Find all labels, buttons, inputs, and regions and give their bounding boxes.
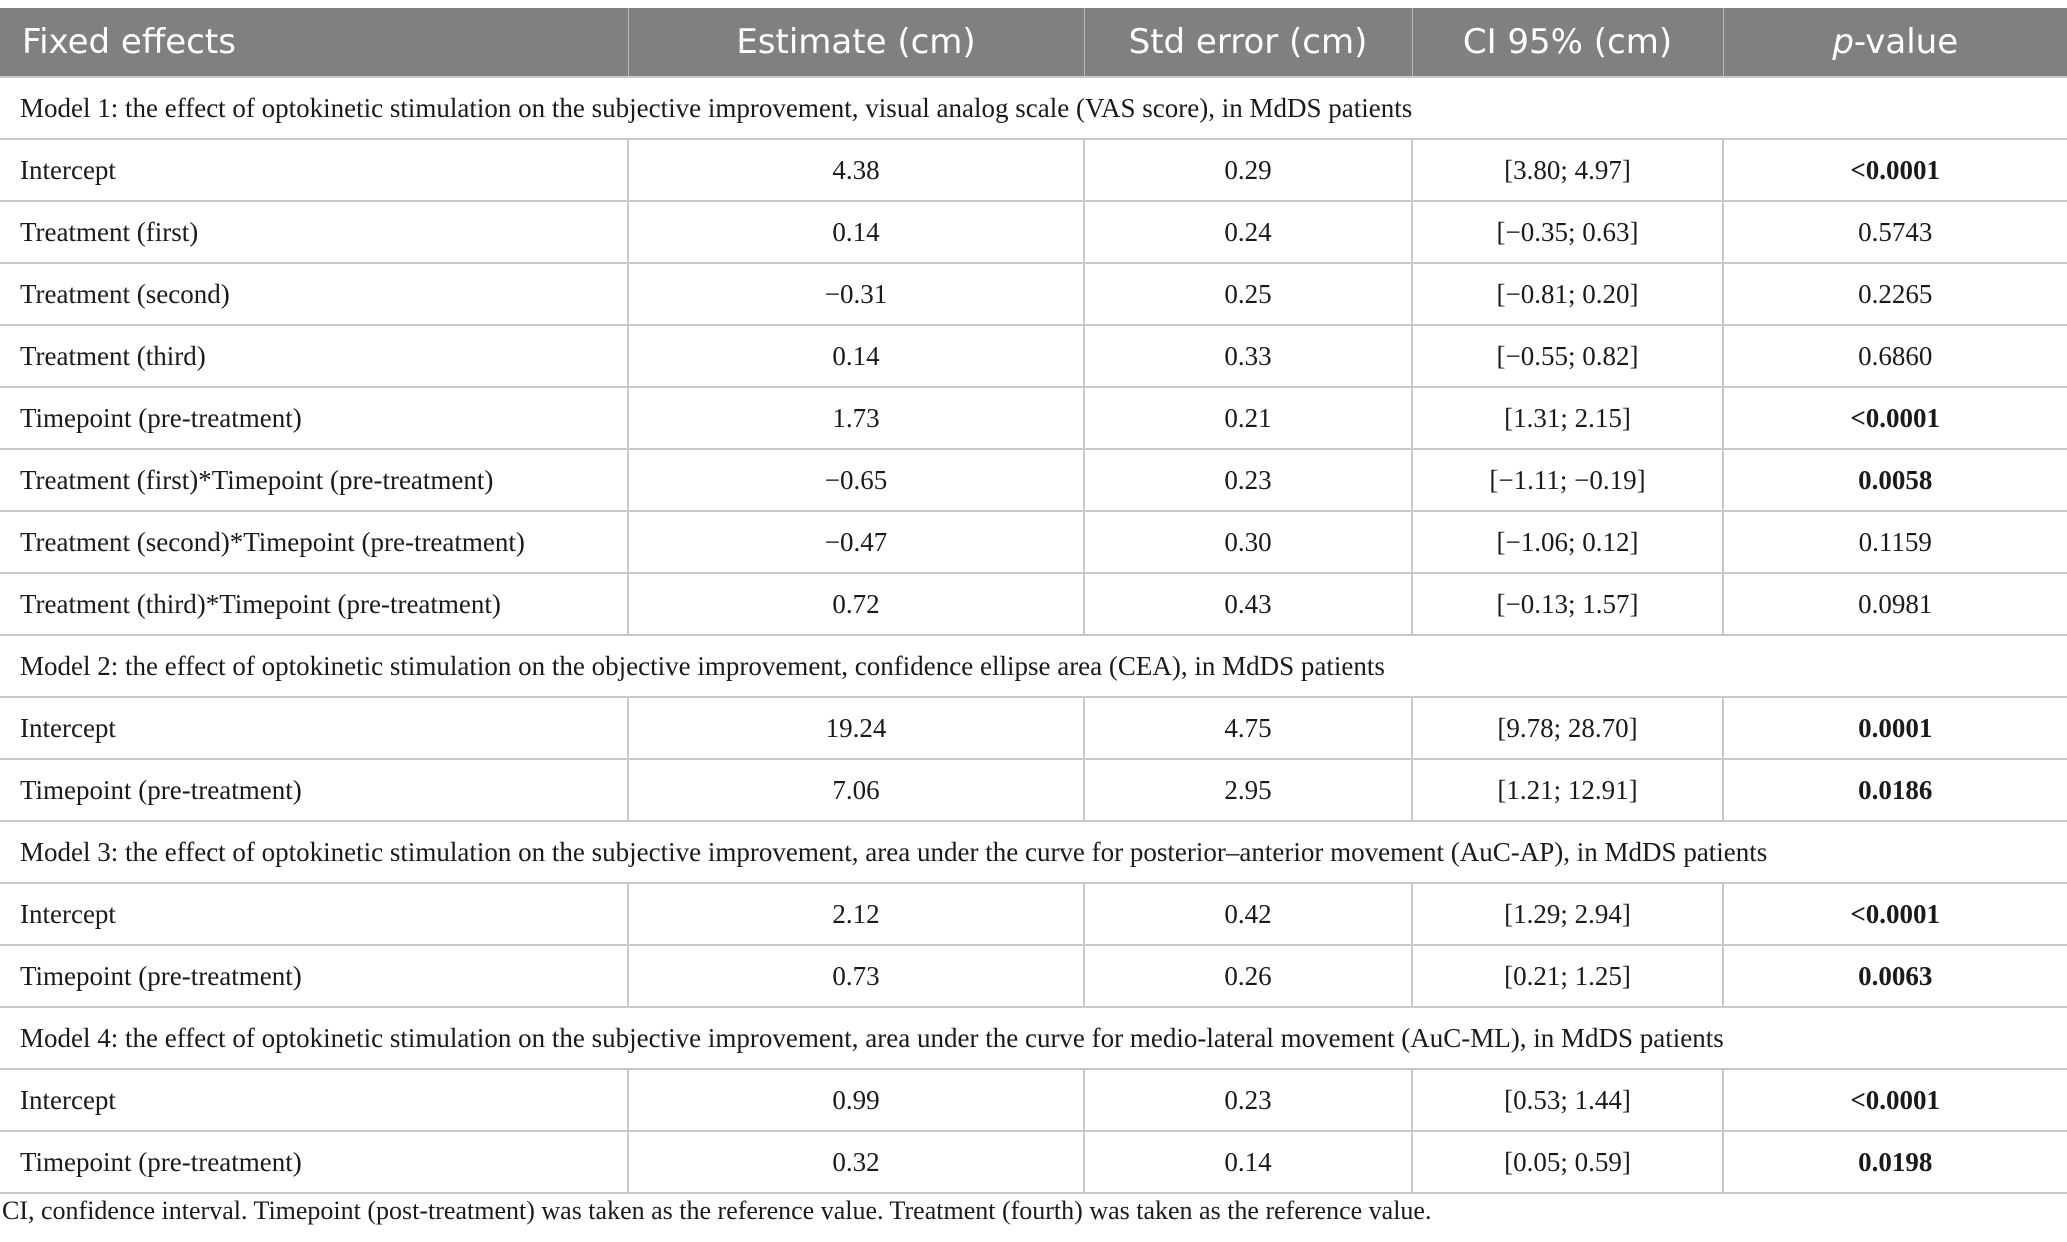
- ci-cell: [−0.55; 0.82]: [1412, 325, 1723, 387]
- std-error-cell: 0.42: [1084, 883, 1412, 945]
- table-row: [0, 759, 2067, 821]
- std-error-cell: 2.95: [1084, 759, 1412, 821]
- p-value-cell: <0.0001: [1723, 883, 2067, 945]
- table-row: [0, 573, 2067, 635]
- model-title: Model 3: the effect of optokinetic stimulation on the subjective improvement, area under the curve for posterior–anterior movement (AuC-AP), in MdDS patients: [0, 821, 2067, 883]
- std-error-cell: 0.30: [1084, 511, 1412, 573]
- effect-cell: Timepoint (pre-treatment): [0, 945, 628, 1007]
- effect-cell: Treatment (third): [0, 325, 628, 387]
- model-title-row: [0, 635, 2067, 697]
- std-error-cell: 0.23: [1084, 1069, 1412, 1131]
- estimate-cell: 0.14: [628, 201, 1084, 263]
- p-value-cell: 0.5743: [1723, 201, 2067, 263]
- table-row: [0, 325, 2067, 387]
- fixed-effects-table: [0, 8, 2067, 1194]
- effect-cell: Treatment (third)*Timepoint (pre-treatment): [0, 573, 628, 635]
- model-title-row: [0, 821, 2067, 883]
- ci-cell: [0.05; 0.59]: [1412, 1131, 1723, 1193]
- effect-cell: Intercept: [0, 883, 628, 945]
- std-error-cell: 0.14: [1084, 1131, 1412, 1193]
- estimate-cell: 2.12: [628, 883, 1084, 945]
- ci-cell: [−0.81; 0.20]: [1412, 263, 1723, 325]
- effect-cell: Timepoint (pre-treatment): [0, 387, 628, 449]
- ci-cell: [−0.13; 1.57]: [1412, 573, 1723, 635]
- estimate-cell: 0.73: [628, 945, 1084, 1007]
- std-error-cell: 0.26: [1084, 945, 1412, 1007]
- table-row: [0, 1131, 2067, 1193]
- std-error-cell: 4.75: [1084, 697, 1412, 759]
- estimate-cell: 0.99: [628, 1069, 1084, 1131]
- header-row: [0, 8, 2067, 77]
- p-value-cell: <0.0001: [1723, 387, 2067, 449]
- estimate-cell: 0.32: [628, 1131, 1084, 1193]
- table-body: [0, 77, 2067, 1193]
- effect-cell: Treatment (second)*Timepoint (pre-treatment): [0, 511, 628, 573]
- effect-cell: Timepoint (pre-treatment): [0, 759, 628, 821]
- model-title: Model 4: the effect of optokinetic stimulation on the subjective improvement, area under the curve for medio-lateral movement (AuC-ML), in MdDS patients: [0, 1007, 2067, 1069]
- ci-cell: [0.21; 1.25]: [1412, 945, 1723, 1007]
- ci-cell: [−1.06; 0.12]: [1412, 511, 1723, 573]
- ci-cell: [3.80; 4.97]: [1412, 139, 1723, 201]
- estimate-cell: 4.38: [628, 139, 1084, 201]
- p-value-cell: 0.0186: [1723, 759, 2067, 821]
- model-title-row: [0, 77, 2067, 139]
- table-row: [0, 511, 2067, 573]
- ci-cell: [−1.11; −0.19]: [1412, 449, 1723, 511]
- std-error-cell: 0.24: [1084, 201, 1412, 263]
- effect-cell: Intercept: [0, 697, 628, 759]
- p-value-cell: <0.0001: [1723, 139, 2067, 201]
- p-value-cell: <0.0001: [1723, 1069, 2067, 1131]
- model-title-row: [0, 1007, 2067, 1069]
- p-value-cell: 0.0001: [1723, 697, 2067, 759]
- model-title: Model 2: the effect of optokinetic stimulation on the objective improvement, confidence ellipse area (CEA), in MdDS patients: [0, 635, 2067, 697]
- std-error-cell: 0.21: [1084, 387, 1412, 449]
- estimate-cell: −0.47: [628, 511, 1084, 573]
- effect-cell: Timepoint (pre-treatment): [0, 1131, 628, 1193]
- table-row: [0, 201, 2067, 263]
- p-value-cell: 0.0981: [1723, 573, 2067, 635]
- table-row: [0, 449, 2067, 511]
- std-error-cell: 0.33: [1084, 325, 1412, 387]
- estimate-cell: 1.73: [628, 387, 1084, 449]
- ci-cell: [1.29; 2.94]: [1412, 883, 1723, 945]
- header-std-error: Std error (cm): [1084, 8, 1412, 77]
- header-p-value: [1723, 8, 2067, 77]
- header-p-italic: p: [1832, 22, 1854, 62]
- std-error-cell: 0.23: [1084, 449, 1412, 511]
- header-p-rest: -value: [1853, 22, 1959, 62]
- ci-cell: [1.31; 2.15]: [1412, 387, 1723, 449]
- p-value-cell: 0.1159: [1723, 511, 2067, 573]
- model-title: Model 1: the effect of optokinetic stimulation on the subjective improvement, visual analog scale (VAS score), in MdDS patients: [0, 77, 2067, 139]
- estimate-cell: 19.24: [628, 697, 1084, 759]
- p-value-cell: 0.6860: [1723, 325, 2067, 387]
- effect-cell: Treatment (second): [0, 263, 628, 325]
- estimate-cell: 0.72: [628, 573, 1084, 635]
- table-row: [0, 387, 2067, 449]
- table-row: [0, 945, 2067, 1007]
- effect-cell: Intercept: [0, 1069, 628, 1131]
- p-value-cell: 0.2265: [1723, 263, 2067, 325]
- table-row: [0, 263, 2067, 325]
- table-row: [0, 139, 2067, 201]
- std-error-cell: 0.25: [1084, 263, 1412, 325]
- effect-cell: Intercept: [0, 139, 628, 201]
- std-error-cell: 0.29: [1084, 139, 1412, 201]
- table-row: [0, 1069, 2067, 1131]
- ci-cell: [0.53; 1.44]: [1412, 1069, 1723, 1131]
- ci-cell: [−0.35; 0.63]: [1412, 201, 1723, 263]
- ci-cell: [1.21; 12.91]: [1412, 759, 1723, 821]
- header-fixed-effects: Fixed effects: [0, 8, 628, 77]
- p-value-cell: 0.0063: [1723, 945, 2067, 1007]
- header-estimate: Estimate (cm): [628, 8, 1084, 77]
- table-row: [0, 697, 2067, 759]
- estimate-cell: −0.31: [628, 263, 1084, 325]
- ci-cell: [9.78; 28.70]: [1412, 697, 1723, 759]
- effect-cell: Treatment (first)*Timepoint (pre-treatment): [0, 449, 628, 511]
- p-value-cell: 0.0198: [1723, 1131, 2067, 1193]
- estimate-cell: 0.14: [628, 325, 1084, 387]
- header-ci: CI 95% (cm): [1412, 8, 1723, 77]
- std-error-cell: 0.43: [1084, 573, 1412, 635]
- estimate-cell: −0.65: [628, 449, 1084, 511]
- p-value-cell: 0.0058: [1723, 449, 2067, 511]
- effect-cell: Treatment (first): [0, 201, 628, 263]
- estimate-cell: 7.06: [628, 759, 1084, 821]
- table-footnote: CI, confidence interval. Timepoint (post-treatment) was taken as the reference value. Treatment (fourth) was taken as the reference value.: [2, 1196, 1432, 1225]
- table-row: [0, 883, 2067, 945]
